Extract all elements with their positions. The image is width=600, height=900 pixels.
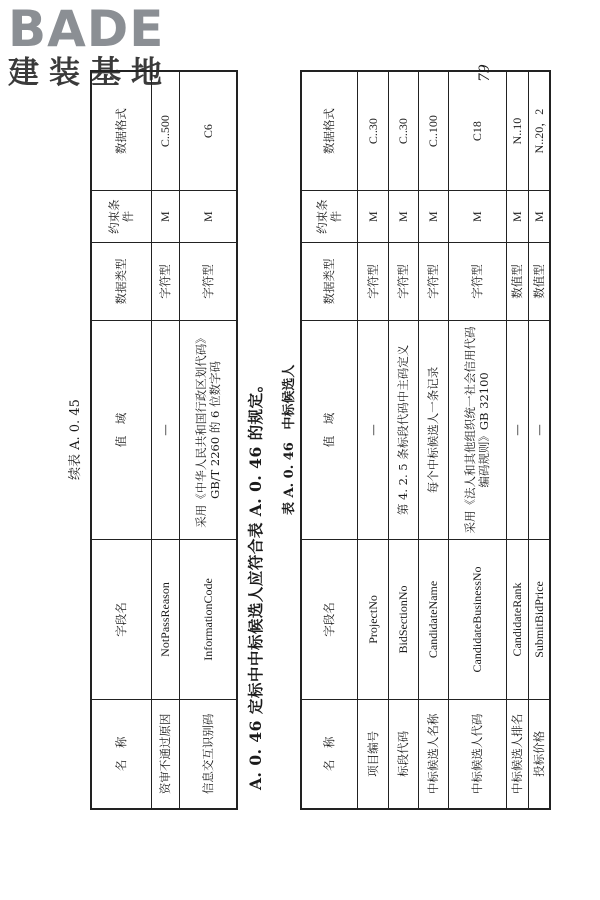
cell: SubmitBidPrice bbox=[528, 540, 550, 700]
table2-header-row bbox=[301, 71, 357, 809]
cell: C18 bbox=[448, 71, 506, 191]
table2-header-type: 数据类型 bbox=[301, 243, 357, 321]
table-row bbox=[448, 71, 506, 809]
logo-subtitle: 建装基地 bbox=[8, 55, 172, 91]
cell: M bbox=[528, 191, 550, 243]
table2-header-format: 数据格式 bbox=[301, 71, 357, 191]
table1-header-row bbox=[91, 71, 151, 809]
table-row bbox=[388, 71, 418, 809]
cell: NotPassReason bbox=[151, 540, 179, 700]
section-text: 定标中中标候选人应符合表 A. 0. 46 的规定。 bbox=[246, 376, 265, 715]
cell: M bbox=[506, 191, 528, 243]
cell: 数值型 bbox=[506, 243, 528, 321]
section-heading bbox=[244, 376, 266, 790]
table-row bbox=[357, 71, 388, 809]
logo-wordmark: BADE bbox=[8, 0, 165, 58]
cell: N..20，2 bbox=[528, 71, 550, 191]
table1-header-name: 名 称 bbox=[91, 699, 151, 809]
cell: BidSectionNo bbox=[388, 540, 418, 700]
cell: C..500 bbox=[151, 71, 179, 191]
section-number: A. 0. 46 bbox=[246, 720, 265, 790]
cell: N..10 bbox=[506, 71, 528, 191]
cell: 第 4. 2. 5 条标段代码中主码定义 bbox=[388, 320, 418, 539]
page-number: 79 bbox=[477, 64, 493, 82]
cell: ProjectNo bbox=[357, 540, 388, 700]
cell: M bbox=[448, 191, 506, 243]
cell: CandidateName bbox=[418, 540, 448, 700]
cell: C..100 bbox=[418, 71, 448, 191]
table-row bbox=[506, 71, 528, 809]
cell: M bbox=[388, 191, 418, 243]
table2-header-name: 名 称 bbox=[301, 699, 357, 809]
table1-header-format: 数据格式 bbox=[91, 71, 151, 191]
cell: 字符型 bbox=[388, 243, 418, 321]
cell: 字符型 bbox=[448, 243, 506, 321]
cell: M bbox=[151, 191, 179, 243]
cell: 中标候选人代码 bbox=[448, 699, 506, 809]
cell: 采用《中华人民共和国行政区划代码》GB/T 2260 的 6 位数字码 bbox=[179, 320, 237, 539]
cell: 资审不通过原因 bbox=[151, 699, 179, 809]
cell: M bbox=[357, 191, 388, 243]
cell: 中标候选人名称 bbox=[418, 699, 448, 809]
cell: 数值型 bbox=[528, 243, 550, 321]
table-row bbox=[151, 71, 179, 809]
cell: 项目编号 bbox=[357, 699, 388, 809]
table2-header-field: 字段名 bbox=[301, 540, 357, 700]
cell: 标段代码 bbox=[388, 699, 418, 809]
cell: 采用《法人和其他组织统一社会信用代码编码规则》GB 32100 bbox=[448, 320, 506, 539]
table1-header-type: 数据类型 bbox=[91, 243, 151, 321]
table2 bbox=[300, 70, 551, 810]
cell: 字符型 bbox=[151, 243, 179, 321]
cell: 每个中标候选人一条记录 bbox=[418, 320, 448, 539]
table2-caption-number: 表 A. 0. 46 bbox=[282, 442, 297, 515]
cell: InformationCode bbox=[179, 540, 237, 700]
table1 bbox=[90, 70, 238, 810]
table-row bbox=[179, 71, 237, 809]
cell: — bbox=[357, 320, 388, 539]
cell: CandidateBusinessNo bbox=[448, 540, 506, 700]
cell: C..30 bbox=[388, 71, 418, 191]
cell: C6 bbox=[179, 71, 237, 191]
table2-header-constraint: 约束条件 bbox=[301, 191, 357, 243]
table-row bbox=[418, 71, 448, 809]
cell: C..30 bbox=[357, 71, 388, 191]
cell: M bbox=[418, 191, 448, 243]
cell: 字符型 bbox=[179, 243, 237, 321]
cell: 字符型 bbox=[418, 243, 448, 321]
cell: 投标价格 bbox=[528, 699, 550, 809]
cell: 中标候选人排名 bbox=[506, 699, 528, 809]
table1-caption: 续表 A. 0. 45 bbox=[68, 399, 83, 480]
cell: — bbox=[151, 320, 179, 539]
cell: M bbox=[179, 191, 237, 243]
cell: 信息交互识别码 bbox=[179, 699, 237, 809]
table1-header-domain: 值 域 bbox=[91, 320, 151, 539]
table2-caption bbox=[278, 357, 297, 515]
cell: 字符型 bbox=[357, 243, 388, 321]
table1-header-constraint: 约束条件 bbox=[91, 191, 151, 243]
table-row bbox=[528, 71, 550, 809]
cell: CandidateRank bbox=[506, 540, 528, 700]
cell: — bbox=[528, 320, 550, 539]
table2-caption-title: 中标候选人 bbox=[282, 364, 297, 430]
cell: — bbox=[506, 320, 528, 539]
table1-header-field: 字段名 bbox=[91, 540, 151, 700]
table2-header-domain: 值 域 bbox=[301, 320, 357, 539]
